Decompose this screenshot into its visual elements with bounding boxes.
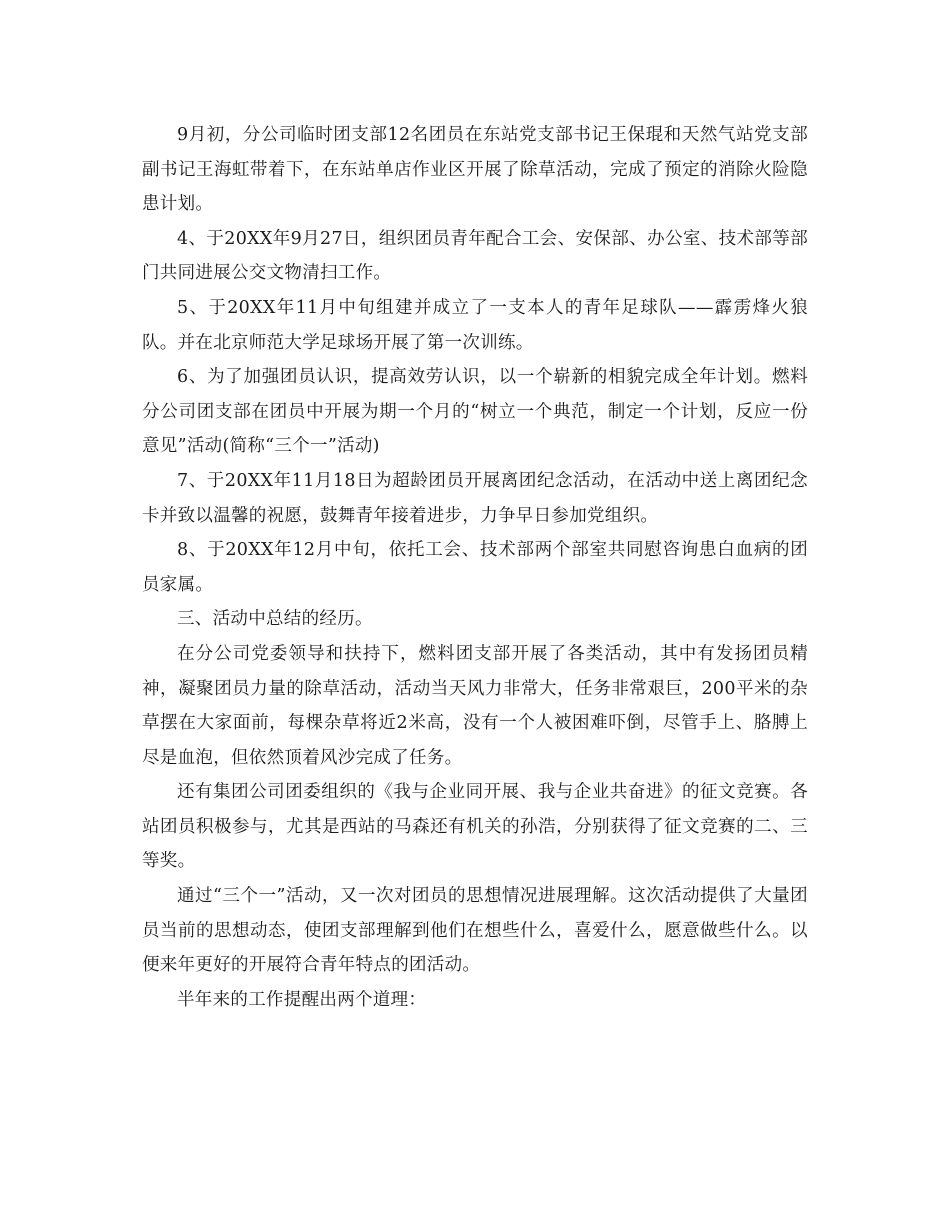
paragraph-lessons-intro: 半年来的工作提醒出两个道理： [177,989,427,1010]
paragraph-item-7: 7、于20XX年11月18日为超龄团员开展离团纪念活动，在活动中送上离团纪念卡并致以温馨的祝愿，鼓舞青年接着进步，力争早日参加党组织。 [142,470,808,526]
paragraph-activity-weeding-september: 9月初，分公司临时团支部12名团员在东站党支部书记王保琨和天然气站党支部副书记王海虹带着下，在东站单店作业区开展了除草活动，完成了预定的消除火险隐患计划。 [142,125,808,215]
paragraph-essay-contest: 还有集团公司团委组织的《我与企业同开展、我与企业共奋进》的征文竞赛。各站团员积极参与，尤其是西站的马森还有机关的孙浩，分别获得了征文竞赛的二、三等奖。 [142,782,808,872]
paragraph-weeding-summary: 在分公司党委领导和扶持下，燃料团支部开展了各类活动，其中有发扬团员精神，凝聚团员力量的除草活动，活动当天风力非常大，任务非常艰巨，200平米的杂草摆在大家面前，每棵杂草将近2米高，没有一个人被困难吓倒，尽管手上、胳膊上尽是血泡，但依然顶着风沙完成了任务。 [142,643,808,768]
paragraph-item-8: 8、于20XX年12月中旬，依托工会、技术部两个部室共同慰咨询患白血病的团员家属。 [142,540,808,595]
paragraph-three-ones-activity: 通过“三个一”活动，又一次对团员的思想情况进展理解。这次活动提供了大量团员当前的思想动态，使团支部理解到他们在想些什么，喜爱什么，愿意做些什么。以便来年更好的开展符合青年特点的团活动。 [142,886,808,976]
paragraph-item-4: 4、于20XX年9月27日，组织团员青年配合工会、安保部、办公室、技术部等部门共同进展公交文物清扫工作。 [142,228,808,284]
paragraph-item-5: 5、于20XX年11月中旬组建并成立了一支本人的青年足球队——霹雳烽火狼队。并在北京师范大学足球场开展了第一次训练。 [142,297,808,353]
section-heading-experience: 三、活动中总结的经历。 [177,609,373,630]
document-body [142,118,808,1017]
paragraph-item-6: 6、为了加强团员认识，提高效劳认识，以一个崭新的相貌完成全年计划。燃料分公司团支部在团员中开展为期一个月的“树立一个典范，制定一个计划，反应一份意见”活动(简称“三个一”活动) [142,367,808,457]
